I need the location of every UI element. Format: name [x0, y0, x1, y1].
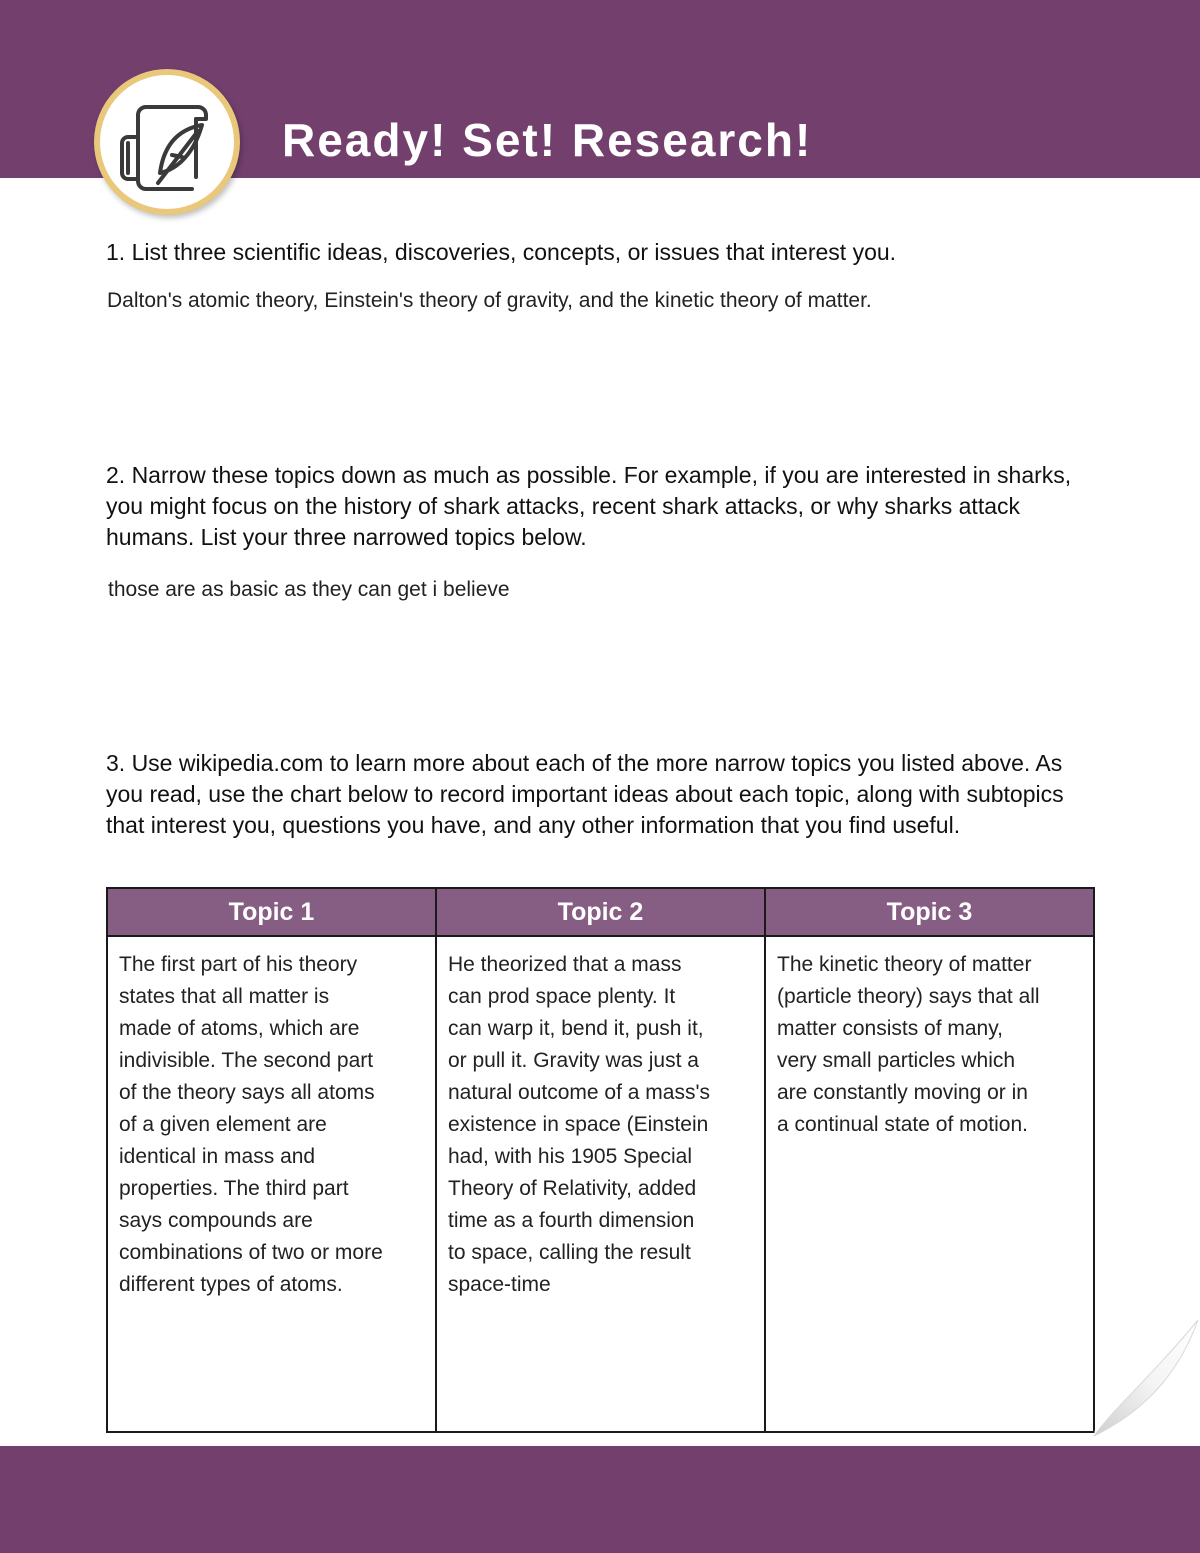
question-2-prompt: 2. Narrow these topics down as much as possible. For example, if you are interested in sharks, you might focus on the history of shark attacks, recent shark attacks, or why sharks attack humans. List your three narrowed topics below. — [106, 462, 1072, 550]
question-2-answer[interactable]: those are as basic as they can get i believe — [108, 578, 510, 601]
topic-1-header: Topic 1 — [107, 888, 436, 936]
page-curl — [1090, 1318, 1200, 1446]
topics-table — [106, 887, 1095, 1433]
topic-1-notes[interactable]: The first part of his theory states that all matter is made of atoms, which are indivisible. The second part of the theory says all atoms of a given element are identical in mass and properties. The third part says compounds are combinations of two or more different types of atoms. — [107, 936, 436, 1432]
question-3-prompt: 3. Use wikipedia.com to learn more about each of the more narrow topics you listed above. As you read, use the chart below to record important ideas about each topic, along with subtopics that interest you, questions you have, and any other information that you find useful. — [106, 750, 1064, 838]
footer-band — [0, 1446, 1200, 1553]
page-title: Ready! Set! Research! — [282, 114, 813, 166]
topic-2-notes[interactable]: He theorized that a mass can prod space plenty. It can warp it, bend it, push it, or pull it. Gravity was just a natural outcome of a mass's existence in space (Einstein had, with his 1905 Special Theory of Relativity, added time as a fourth dimension to space, calling the result space-time — [436, 936, 765, 1432]
scroll-quill-icon — [110, 85, 224, 199]
question-1-prompt: 1. List three scientific ideas, discoveries, concepts, or issues that interest you. — [106, 239, 897, 265]
logo-badge — [94, 69, 240, 215]
question-1-answer[interactable]: Dalton's atomic theory, Einstein's theory of gravity, and the kinetic theory of matter. — [107, 289, 872, 312]
table-header-row — [107, 888, 1094, 936]
table-row — [107, 936, 1094, 1432]
topic-3-notes[interactable]: The kinetic theory of matter (particle theory) says that all matter consists of many, very small particles which are constantly moving or in a continual state of motion. — [765, 936, 1094, 1432]
topic-2-header: Topic 2 — [436, 888, 765, 936]
topic-3-header: Topic 3 — [765, 888, 1094, 936]
